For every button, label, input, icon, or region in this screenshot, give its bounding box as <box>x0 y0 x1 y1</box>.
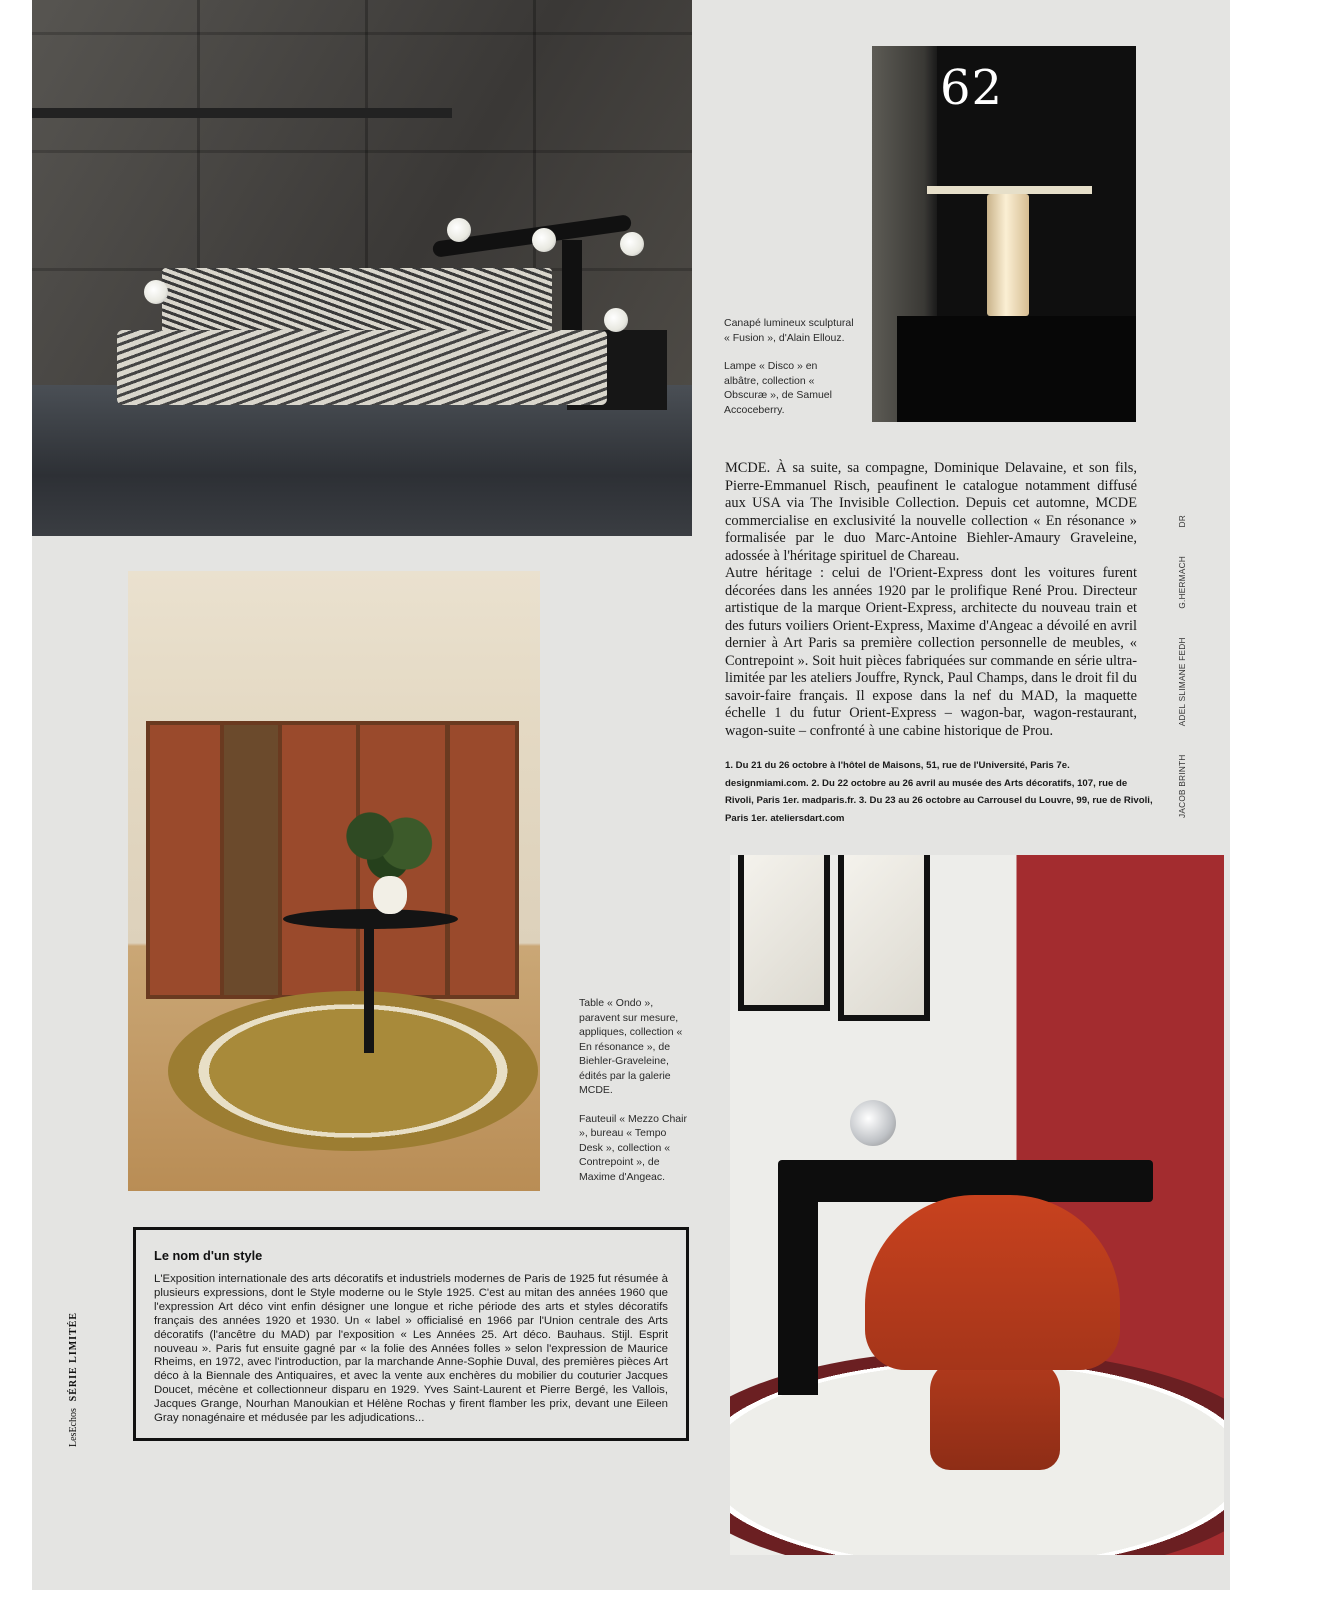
alabaster-lamp <box>987 194 1029 316</box>
flowers <box>343 806 433 881</box>
credit: JACOB BRINTH <box>1178 754 1187 818</box>
light-bulb <box>532 228 556 252</box>
light-bulb <box>620 232 644 256</box>
table-leg <box>364 923 374 1053</box>
framed-artwork <box>838 855 930 1021</box>
photo-credits <box>1178 489 1187 818</box>
caption-armchair: Fauteuil « Mezzo Chair », bureau « Tempo Desk », collection « Contrepoint », de Maxime d'Angeac. <box>579 1112 687 1183</box>
credit: ADEL SLIMANE FEDH <box>1178 637 1187 727</box>
sofa-photo <box>32 0 692 536</box>
caption-sofa: Canapé lumineux sculptural « Fusion », d'Alain Ellouz. <box>724 317 854 344</box>
publication-name: LesEchos <box>68 1408 79 1447</box>
screen-panel <box>220 721 283 999</box>
article-body <box>725 460 1137 740</box>
screen-panel <box>446 721 519 999</box>
armchair-photo <box>730 855 1224 1555</box>
globe-lamp <box>850 1100 896 1146</box>
lamp-shade <box>927 186 1092 194</box>
desk-leg <box>778 1195 818 1395</box>
wall-shelf <box>32 108 452 118</box>
screen-panel <box>146 721 224 999</box>
framed-artwork <box>738 855 830 1011</box>
light-bulb <box>447 218 471 242</box>
caption-screen: Table « Ondo », paravent sur mesure, appliques, collection « En résonance », de Biehler-Graveleine, édités par la galerie MCDE. <box>579 997 683 1096</box>
sofa-seat <box>117 330 607 405</box>
sofa-back <box>162 268 552 338</box>
footnotes: 1. Du 21 du 26 octobre à l'hôtel de Maisons, 51, rue de l'Université, Paris 7e. designmiami.com. 2. Du 22 octobre au 26 avril au musée des Arts décoratifs, 107, rue de Rivoli, Paris 1er. madparis.fr. 3. Du 23 au 26 octobre au Carrousel du Louvre, 99, rue de Rivoli, Paris 1er. ateliersdart.com <box>725 760 1153 824</box>
round-rug <box>168 991 538 1151</box>
box-title: Le nom d'un style <box>154 1248 263 1263</box>
masthead <box>68 1312 79 1447</box>
section-name: SÉRIE LIMITÉE <box>68 1311 79 1402</box>
orange-armchair <box>865 1195 1120 1370</box>
article-paragraph: Autre héritage : celui de l'Orient-Express dont les voitures furent décorées dans les années 1920 par le prolifique René Prou. Directeur artistique de la marque Orient-Express, architecte du nouveau train et des futurs voiliers Orient-Express, Maxime d'Angeac a dévoilé en avril dernier à Art Paris sa première collection personnelle de meubles, « Contrepoint ». Soit huit pièces fabriquées sur commande en série ultra-limitée par les ateliers Jouffre, Rynck, Paul Champs, dans le droit fil du savoir-faire français. Il expose dans la nef du MAD, la maquette échelle 1 du futur Orient-Express – wagon-bar, wagon-restaurant, wagon-suite – confronté à une cabine historique de Prou. <box>725 565 1137 739</box>
caption-lamp: Lampe « Disco » en albâtre, collection « Obscuræ », de Samuel Accoceberry. <box>724 360 832 416</box>
light-bulb <box>604 308 628 332</box>
photo-caption-group <box>724 316 854 431</box>
article-paragraph: MCDE. À sa suite, sa compagne, Dominique Delavaine, et son fils, Pierre-Emmanuel Risch, peaufinent le catalogue notamment diffusé aux USA via The Invisible Collection. Depuis cet automne, MCDE commercialise en exclusivité la nouvelle collection « En résonance » formalisée par le duo Marc-Antoine Biehler-Amaury Graveleine, adossée à l'héritage spirituel de Chareau. <box>725 460 1137 564</box>
page-number: 62 <box>940 60 1004 116</box>
vase <box>373 876 407 914</box>
armchair-base <box>930 1360 1060 1470</box>
box-text: L'Exposition internationale des arts décoratifs et industriels modernes de Paris de 1925 fut résumée à plusieurs expressions, dont le Style moderne ou le Style 1925. C'est au mitan des années 1960 que l'expression Art déco vint enfin désigner une longue et riche période des arts et styles décoratifs français des années 1920 et 1930. Un « label » officialisé en 1966 par l'Union centrale des Arts décoratifs (l'ancêtre du MAD) par l'exposition « Les Années 25. Art déco. Bauhaus. Stijl. Esprit nouveau ». Paris fut ensuite gagné par « la folie des Années folles » selon l'expression de Maurice Rheims, en 1972, avec l'introduction, par la marchande Anne-Sophie Duval, des premières pièces Art déco à la Biennale des Antiquaires, et avec la vente aux enchères du mobilier du couturier Jacques Doucet, mécène et collectionneur disparu en 1929. Yves Saint-Laurent et Pierre Bergé, les Vallois, Jacques Grange, Nourhan Manoukian et Hélène Rochas y firent flamber les prix, devant une Eileen Gray nonagénaire et médusée par les adjudications... <box>154 1273 668 1425</box>
credit: G.HERMACH <box>1178 555 1187 609</box>
sidebar-box <box>133 1227 689 1441</box>
photo-caption-group <box>579 996 689 1198</box>
screen-photo <box>128 571 540 1191</box>
light-bulb <box>144 280 168 304</box>
pedestal <box>897 316 1136 422</box>
lamp-photo <box>872 46 1136 422</box>
round-table <box>283 909 458 929</box>
credit: DR <box>1178 514 1187 528</box>
